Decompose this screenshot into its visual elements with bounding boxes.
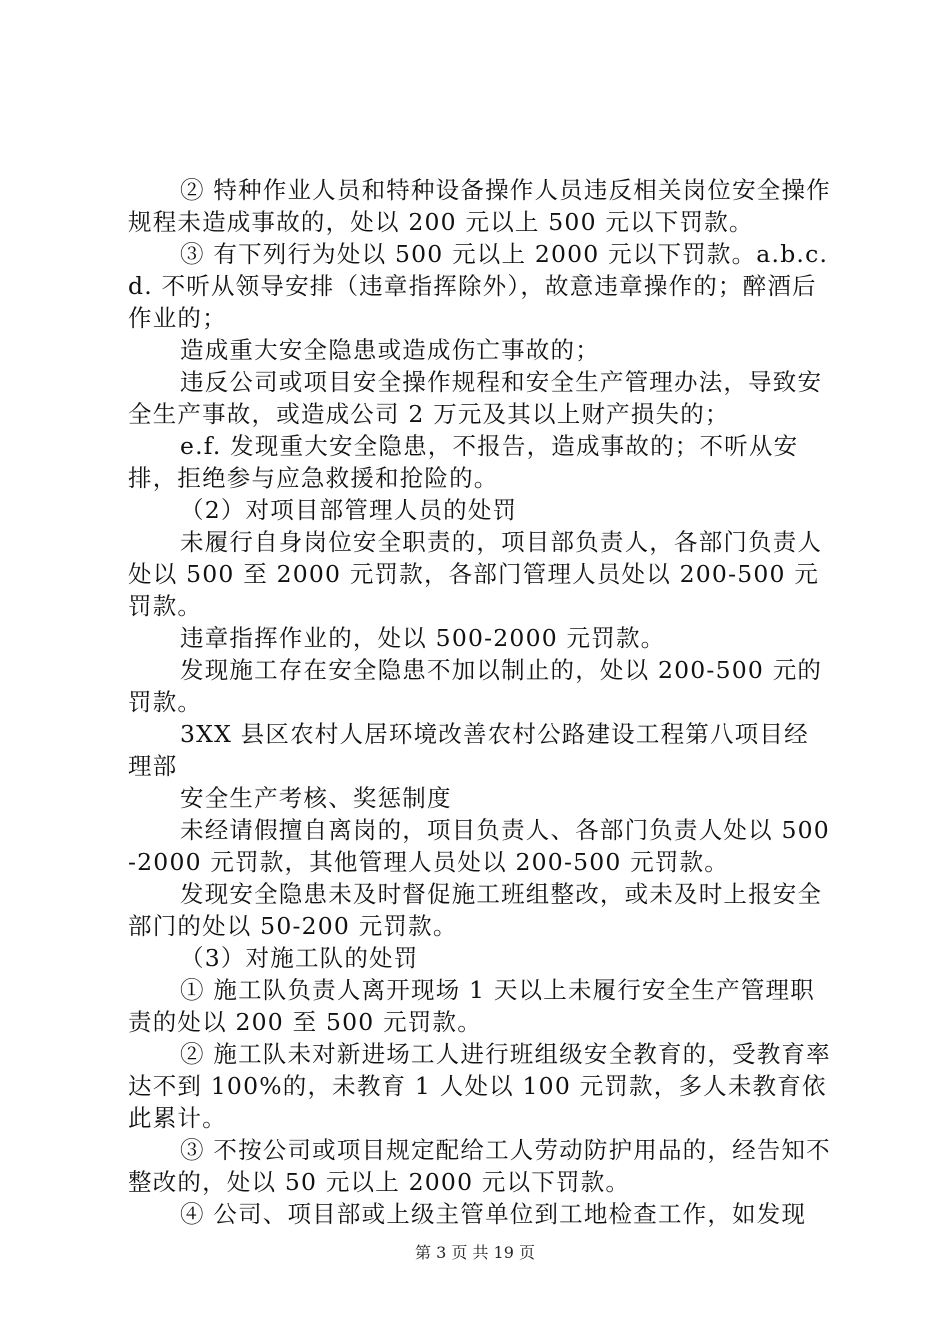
paragraph: ③ 有下列行为处以 500 元以上 2000 元以下罚款。a.b.c.d. 不听从领导安排（违章指挥除外），故意违章操作的；醉酒后作业的； (128, 240, 829, 332)
paragraph: e.f. 发现重大安全隐患，不报告，造成事故的；不听从安排，拒绝参与应急救援和抢险的。 (128, 432, 799, 492)
paragraph: ① 施工队负责人离开现场 1 天以上未履行安全生产管理职责的处以 200 至 500 元罚款。 (128, 976, 815, 1036)
paragraph: 造成重大安全隐患或造成伤亡事故的； (180, 336, 600, 364)
paragraph: 未经请假擅自离岗的，项目负责人、各部门负责人处以 500-2000 元罚款，其他管理人员处以 200-500 元罚款。 (128, 816, 830, 876)
section-heading: （3）对施工队的处罚 (180, 944, 419, 972)
section-heading: （2）对项目部管理人员的处罚 (180, 496, 518, 524)
paragraph: ② 特种作业人员和特种设备操作人员违反相关岗位安全操作规程未造成事故的，处以 200 元以上 500 元以下罚款。 (128, 176, 831, 236)
paragraph: ④ 公司、项目部或上级主管单位到工地检查工作，如发现 (180, 1200, 807, 1228)
page-number-footer: 第 3 页 共 19 页 (415, 1243, 535, 1262)
document-title: 安全生产考核、奖惩制度 (180, 784, 452, 812)
paragraph: 违章指挥作业的，处以 500-2000 元罚款。 (180, 624, 666, 652)
paragraph: ③ 不按公司或项目规定配给工人劳动防护用品的，经告知不整改的，处以 50 元以上 2000 元以下罚款。 (128, 1136, 831, 1196)
paragraph: 发现安全隐患未及时督促施工班组整改，或未及时上报安全部门的处以 50-200 元罚款。 (128, 880, 823, 940)
paragraph: 发现施工存在安全隐患不加以制止的，处以 200-500 元的罚款。 (128, 656, 823, 716)
paragraph: ② 施工队未对新进场工人进行班组级安全教育的，受教育率达不到 100%的，未教育 1 人处以 100 元罚款，多人未教育依此累计。 (128, 1040, 831, 1132)
document-body (128, 174, 832, 1230)
paragraph: 未履行自身岗位安全职责的，项目部负责人，各部门负责人处以 500 至 2000 元罚款，各部门管理人员处以 200-500 元罚款。 (128, 528, 823, 620)
paragraph: 违反公司或项目安全操作规程和安全生产管理办法，导致安全生产事故，或造成公司 2 万元及其以上财产损失的； (128, 368, 823, 428)
project-title: 3XX 县区农村人居环境改善农村公路建设工程第八项目经理部 (128, 720, 809, 780)
